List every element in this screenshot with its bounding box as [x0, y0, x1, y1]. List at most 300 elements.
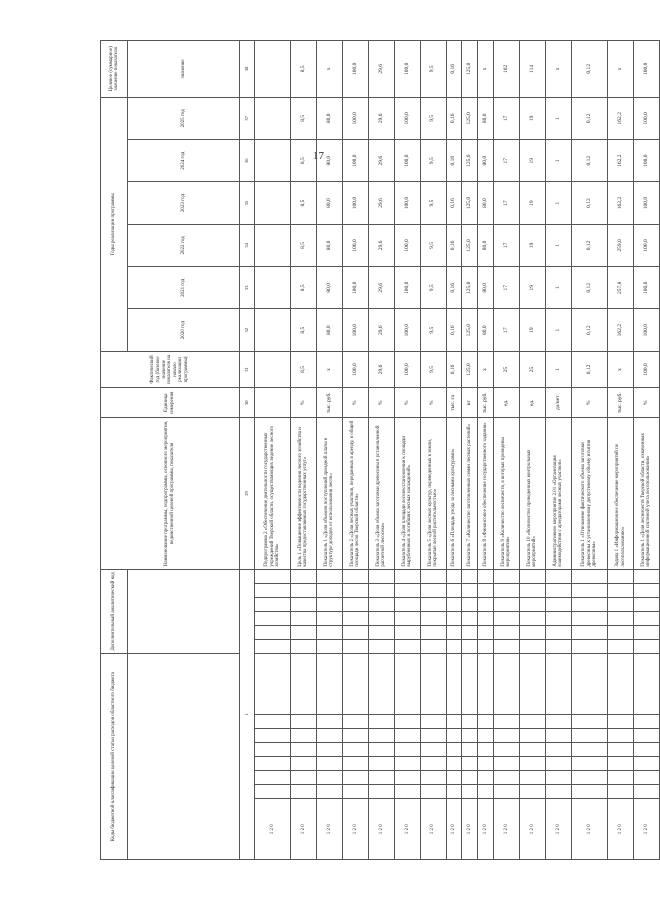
table-row: [493, 41, 519, 860]
row-year-value: 80,0: [316, 140, 342, 182]
code-cell: [608, 640, 634, 654]
code-cell: [420, 597, 446, 611]
row-target-value: 100,0: [394, 41, 420, 98]
table-row: [254, 41, 290, 860]
code-cell: [462, 771, 478, 785]
row-base-value: [254, 351, 290, 387]
code-cell: [420, 640, 446, 654]
row-year-value: 19: [519, 140, 545, 182]
table-row: [608, 41, 634, 860]
code-cell: [290, 785, 316, 799]
row-year-value: 1: [545, 140, 571, 182]
row-code: 1 2 0: [608, 799, 634, 860]
row-year-value: [254, 267, 290, 309]
code-cell: [394, 728, 420, 742]
row-base-value: 8,5: [290, 351, 316, 387]
code-cell: [545, 654, 571, 715]
row-year-value: 8,5: [290, 140, 316, 182]
code-cell: [545, 611, 571, 625]
code-cell: [394, 714, 420, 728]
row-unit: %: [368, 388, 394, 418]
row-target-value: 125,0: [462, 41, 478, 98]
row-base-value: 100,0: [342, 351, 368, 387]
row-base-value: 0,12: [571, 351, 607, 387]
code-cell: [571, 626, 607, 640]
year-2022: 2022 год: [128, 224, 240, 266]
row-year-value: 100,0: [342, 309, 368, 351]
row-year-value: 100,0: [342, 97, 368, 139]
code-cell: [254, 757, 290, 771]
code-cell: [478, 771, 494, 785]
row-year-value: 125,0: [462, 224, 478, 266]
code-cell: [342, 714, 368, 728]
code-cell: [478, 611, 494, 625]
code-cell: [478, 654, 494, 715]
row-year-value: 17: [493, 309, 519, 351]
page-number: 17: [313, 150, 324, 162]
row-year-value: 17: [493, 97, 519, 139]
code-cell: [368, 626, 394, 640]
code-cell: [368, 597, 394, 611]
code-cell: [316, 714, 342, 728]
code-cell: [478, 728, 494, 742]
year-2021: 2021 год: [128, 267, 240, 309]
row-description: Показатель 7 «Количество заготовленных семян лесных растений»: [462, 418, 478, 569]
row-code: 1 2 0: [545, 799, 571, 860]
code-cell: [254, 743, 290, 757]
code-cell: [290, 757, 316, 771]
row-year-value: 80,0: [316, 267, 342, 309]
code-cell: [545, 569, 571, 583]
row-year-value: 0,16: [446, 224, 462, 266]
code-cell: [493, 771, 519, 785]
code-cell: [316, 757, 342, 771]
code-cell: [493, 569, 519, 583]
code-cell: [342, 626, 368, 640]
row-unit: %: [633, 388, 659, 418]
row-code: 1 2 0: [342, 799, 368, 860]
code-cell: [368, 583, 394, 597]
row-year-value: 100,0: [342, 140, 368, 182]
code-cell: [633, 654, 659, 715]
row-target-value: [254, 41, 290, 98]
code-cell: [342, 771, 368, 785]
row-description: Задача 1 «Информационное обеспечение мероприятий по лесопользованию»: [608, 418, 634, 569]
row-year-value: 29,6: [368, 309, 394, 351]
row-target-value: х: [545, 41, 571, 98]
row-year-value: 19: [519, 97, 545, 139]
row-year-value: 80,0: [316, 182, 342, 224]
code-cell: [446, 569, 462, 583]
row-description: Показатель 9 «Количество лесничеств, в которых проведены мероприятия»: [493, 418, 519, 569]
code-cell: [571, 583, 607, 597]
row-target-value: 8,5: [290, 41, 316, 98]
code-cell: [633, 626, 659, 640]
row-year-value: 9,5: [420, 140, 446, 182]
header-unit: Единица измерения: [101, 388, 240, 418]
code-cell: [571, 640, 607, 654]
row-year-value: 8,5: [290, 224, 316, 266]
row-year-value: 125,0: [462, 140, 478, 182]
code-cell: [478, 757, 494, 771]
code-cell: [420, 743, 446, 757]
code-cell: [633, 728, 659, 742]
code-cell: [462, 569, 478, 583]
code-cell: [342, 757, 368, 771]
code-cell: [608, 583, 634, 597]
row-year-value: 100,0: [633, 97, 659, 139]
column-number: 38: [240, 41, 255, 98]
code-cell: [633, 771, 659, 785]
code-cell: [254, 771, 290, 785]
row-year-value: 8,5: [290, 309, 316, 351]
row-year-value: 29,6: [368, 182, 394, 224]
row-year-value: 0,16: [446, 140, 462, 182]
row-year-value: 19: [519, 224, 545, 266]
row-year-value: 0,16: [446, 97, 462, 139]
code-cell: [420, 714, 446, 728]
code-cell: [446, 728, 462, 742]
code-cell: [519, 743, 545, 757]
code-cell: [519, 757, 545, 771]
row-year-value: 80,0: [316, 97, 342, 139]
code-cell: [342, 654, 368, 715]
code-cell: [394, 757, 420, 771]
code-cell: [254, 626, 290, 640]
table-row: [368, 41, 394, 860]
rotated-table-container: [100, 40, 660, 860]
row-year-value: 100,0: [342, 267, 368, 309]
column-number: 34: [240, 224, 255, 266]
table-row: [394, 41, 420, 860]
code-cell: [478, 597, 494, 611]
code-cell: [394, 583, 420, 597]
code-cell: [478, 714, 494, 728]
column-number: 35: [240, 182, 255, 224]
row-unit: %: [342, 388, 368, 418]
code-cell: [420, 569, 446, 583]
row-year-value: 17: [493, 182, 519, 224]
row-unit: тыс. га: [446, 388, 462, 418]
row-code: 1 2 0: [446, 799, 462, 860]
row-base-value: 0,16: [446, 351, 462, 387]
row-description: Показатель 10 «Количество проведенных контрольных мероприятий»: [519, 418, 545, 569]
row-unit: [254, 388, 290, 418]
code-cell: [633, 714, 659, 728]
row-year-value: 100,0: [633, 182, 659, 224]
row-year-value: 17: [493, 140, 519, 182]
row-year-value: 100,0: [633, 309, 659, 351]
code-cell: [608, 654, 634, 715]
row-year-value: 19: [519, 182, 545, 224]
code-cell: [394, 611, 420, 625]
code-cell: [493, 597, 519, 611]
code-cell: [545, 757, 571, 771]
code-cell: [446, 714, 462, 728]
row-year-value: 0,16: [446, 309, 462, 351]
code-cell: [368, 785, 394, 799]
code-cell: [368, 611, 394, 625]
code-cell: [608, 757, 634, 771]
row-year-value: 0,16: [446, 182, 462, 224]
row-description: Показатель 3 «Доля объема заготовки древесины в установленной расчетной лесосеке»: [368, 418, 394, 569]
code-cell: [316, 611, 342, 625]
code-cell: [420, 626, 446, 640]
code-cell: [633, 785, 659, 799]
row-code: 1 2 0: [633, 799, 659, 860]
row-target-value: 0,16: [446, 41, 462, 98]
row-target-value: 100,0: [342, 41, 368, 98]
header-base-year: Фактический год (базовое значение показателя на начало реализации программы): [101, 351, 240, 387]
row-description: Подпрограмма 2 «Обеспечение деятельности государственных учреждений Тверской области, осуществляющих ведение лесного хозяйства»: [254, 418, 290, 569]
row-code: 1 2 0: [493, 799, 519, 860]
code-cell: [608, 728, 634, 742]
year-2025: 2025 год: [128, 97, 240, 139]
row-unit: кг: [462, 388, 478, 418]
code-cell: [493, 626, 519, 640]
row-code: 1 2 0: [571, 799, 607, 860]
code-cell: [316, 583, 342, 597]
code-cell: [462, 743, 478, 757]
row-unit: тыс. руб.: [608, 388, 634, 418]
row-year-value: 8,5: [290, 182, 316, 224]
row-target-value: х: [478, 41, 494, 98]
code-cell: [493, 728, 519, 742]
code-cell: [254, 640, 290, 654]
code-cell: [462, 757, 478, 771]
row-code: 1 2 0: [368, 799, 394, 860]
code-cell: [446, 785, 462, 799]
code-cell: [545, 714, 571, 728]
code-cell: [394, 771, 420, 785]
header-codes-sub: [128, 654, 240, 860]
row-year-value: 257,8: [608, 267, 634, 309]
target-value-header: значение: [128, 41, 240, 98]
code-cell: [316, 728, 342, 742]
code-cell: [633, 611, 659, 625]
row-year-value: 162,2: [608, 140, 634, 182]
code-cell: [519, 640, 545, 654]
code-cell: [633, 569, 659, 583]
code-cell: [478, 583, 494, 597]
code-cell: [254, 583, 290, 597]
row-description: Показатель 1 «Отношение фактического объема заготовки древесины к установленному допустимому объему изъятия древесины»: [571, 418, 607, 569]
code-cell: [254, 569, 290, 583]
code-cell: [394, 640, 420, 654]
code-cell: [608, 569, 634, 583]
code-cell: [394, 654, 420, 715]
code-cell: [420, 785, 446, 799]
code-cell: [420, 728, 446, 742]
code-cell: [316, 654, 342, 715]
row-unit: %: [571, 388, 607, 418]
code-cell: [290, 743, 316, 757]
row-code: 1 2 0: [254, 799, 290, 860]
code-cell: [342, 640, 368, 654]
row-year-value: 9,5: [420, 182, 446, 224]
code-cell: [493, 654, 519, 715]
code-cell: [519, 611, 545, 625]
table-row: [571, 41, 607, 860]
row-unit: да/нет: [545, 388, 571, 418]
row-unit: тыс. руб.: [316, 388, 342, 418]
code-cell: [368, 569, 394, 583]
row-description: Показатель 4 «Доля площади лесовосстановления к площади вырубленных и погибших лесных насаждений»: [394, 418, 420, 569]
row-code: 1 2 0: [290, 799, 316, 860]
row-year-value: 162,2: [608, 182, 634, 224]
table-row: [462, 41, 478, 860]
code-cell: [342, 728, 368, 742]
code-cell: [420, 611, 446, 625]
row-unit: %: [394, 388, 420, 418]
code-cell: [478, 626, 494, 640]
row-year-value: 0,12: [571, 267, 607, 309]
code-cell: [462, 583, 478, 597]
code-cell: [633, 583, 659, 597]
row-base-value: х: [316, 351, 342, 387]
code-cell: [316, 640, 342, 654]
code-cell: [420, 583, 446, 597]
row-year-value: 162,2: [608, 309, 634, 351]
code-cell: [290, 771, 316, 785]
code-cell: [290, 611, 316, 625]
code-cell: [519, 785, 545, 799]
code-cell: [462, 654, 478, 715]
row-year-value: 1: [545, 309, 571, 351]
year-2020: 2020 год: [128, 309, 240, 351]
code-cell: [462, 597, 478, 611]
row-base-value: 1: [545, 351, 571, 387]
code-cell: [316, 597, 342, 611]
column-number: 30: [240, 388, 255, 418]
row-year-value: 80,0: [478, 224, 494, 266]
row-description: Цель 1 «Повышение эффективности ведения лесного хозяйства и качества предоставляемых государственных услуг»: [290, 418, 316, 569]
row-year-value: 100,0: [394, 224, 420, 266]
row-description: Показатель 2 «Доля лесных участков, переданных в аренду, в общей площади лесов Тверской области»: [342, 418, 368, 569]
code-cell: [368, 771, 394, 785]
column-number: 31: [240, 351, 255, 387]
code-cell: [478, 743, 494, 757]
header-analytic-code: Дополнительный аналитический код: [101, 569, 128, 654]
row-year-value: [254, 309, 290, 351]
table-row: [545, 41, 571, 860]
row-year-value: 9,5: [420, 97, 446, 139]
code-cell: [446, 611, 462, 625]
code-cell: [290, 569, 316, 583]
code-cell: [571, 728, 607, 742]
row-year-value: 9,5: [420, 309, 446, 351]
row-year-value: 80,0: [478, 140, 494, 182]
code-cell: [633, 597, 659, 611]
row-year-value: 9,5: [420, 267, 446, 309]
table-row: [519, 41, 545, 860]
code-cell: [394, 569, 420, 583]
row-year-value: 0,12: [571, 97, 607, 139]
code-cell: [446, 640, 462, 654]
code-cell: [545, 626, 571, 640]
row-year-value: 29,6: [368, 267, 394, 309]
code-cell: [519, 654, 545, 715]
row-year-value: 19: [519, 267, 545, 309]
code-cell: [493, 611, 519, 625]
row-year-value: 0,12: [571, 140, 607, 182]
code-cell: [545, 640, 571, 654]
code-cell: [254, 728, 290, 742]
row-description: Показатель 1 «Доля лесничеств Тверской области, охваченных информационной системой учета лесопользования»: [633, 418, 659, 569]
row-code: 1 2 0: [519, 799, 545, 860]
code-cell: [290, 654, 316, 715]
row-target-value: 9,5: [420, 41, 446, 98]
code-cell: [446, 597, 462, 611]
code-cell: [571, 714, 607, 728]
code-cell: [493, 757, 519, 771]
row-target-value: 0,12: [571, 41, 607, 98]
column-number: 37: [240, 97, 255, 139]
code-cell: [368, 654, 394, 715]
row-unit: %: [420, 388, 446, 418]
code-cell: [478, 640, 494, 654]
code-cell: [290, 728, 316, 742]
code-cell: [368, 757, 394, 771]
row-unit: %: [290, 388, 316, 418]
row-description: Показатель 6 «Площадь ухода за лесными культурами»: [446, 418, 462, 569]
row-description: Административное мероприятие 2.01 «Организация взаимодействия с арендаторами лесных участков»: [545, 418, 571, 569]
row-base-value: 25: [519, 351, 545, 387]
code-cell: [290, 597, 316, 611]
code-cell: [571, 597, 607, 611]
code-cell: [254, 611, 290, 625]
row-year-value: 80,0: [316, 224, 342, 266]
row-year-value: 100,0: [633, 140, 659, 182]
code-cell: [571, 611, 607, 625]
row-base-value: х: [608, 351, 634, 387]
code-cell: [254, 597, 290, 611]
code-cell: [608, 597, 634, 611]
code-cell: [571, 757, 607, 771]
code-cell: [571, 785, 607, 799]
header-years: Годы реализации программы: [101, 97, 128, 351]
code-cell: [519, 626, 545, 640]
code-cell: [394, 626, 420, 640]
code-cell: [545, 743, 571, 757]
code-cell: [608, 626, 634, 640]
code-cell: [571, 654, 607, 715]
row-year-value: 19: [519, 309, 545, 351]
code-cell: [545, 771, 571, 785]
row-year-value: 100,0: [342, 182, 368, 224]
row-year-value: 125,0: [462, 182, 478, 224]
code-cell: [316, 569, 342, 583]
code-cell: [368, 640, 394, 654]
year-2023: 2023 год: [128, 182, 240, 224]
row-year-value: 100,0: [394, 140, 420, 182]
code-cell: [316, 626, 342, 640]
row-year-value: 29,6: [368, 97, 394, 139]
code-cell: [290, 640, 316, 654]
header-codes: Коды бюджетной классификации целевой статьи расходов областного бюджета: [101, 654, 128, 860]
table-row: [420, 41, 446, 860]
row-year-value: 100,0: [394, 309, 420, 351]
row-year-value: 80,0: [478, 182, 494, 224]
code-cell: [462, 640, 478, 654]
row-base-value: 100,0: [394, 351, 420, 387]
code-cell: [478, 569, 494, 583]
row-year-value: 8,5: [290, 97, 316, 139]
code-cell: [290, 626, 316, 640]
code-cell: [316, 771, 342, 785]
row-year-value: 162,2: [608, 97, 634, 139]
code-cell: [342, 743, 368, 757]
